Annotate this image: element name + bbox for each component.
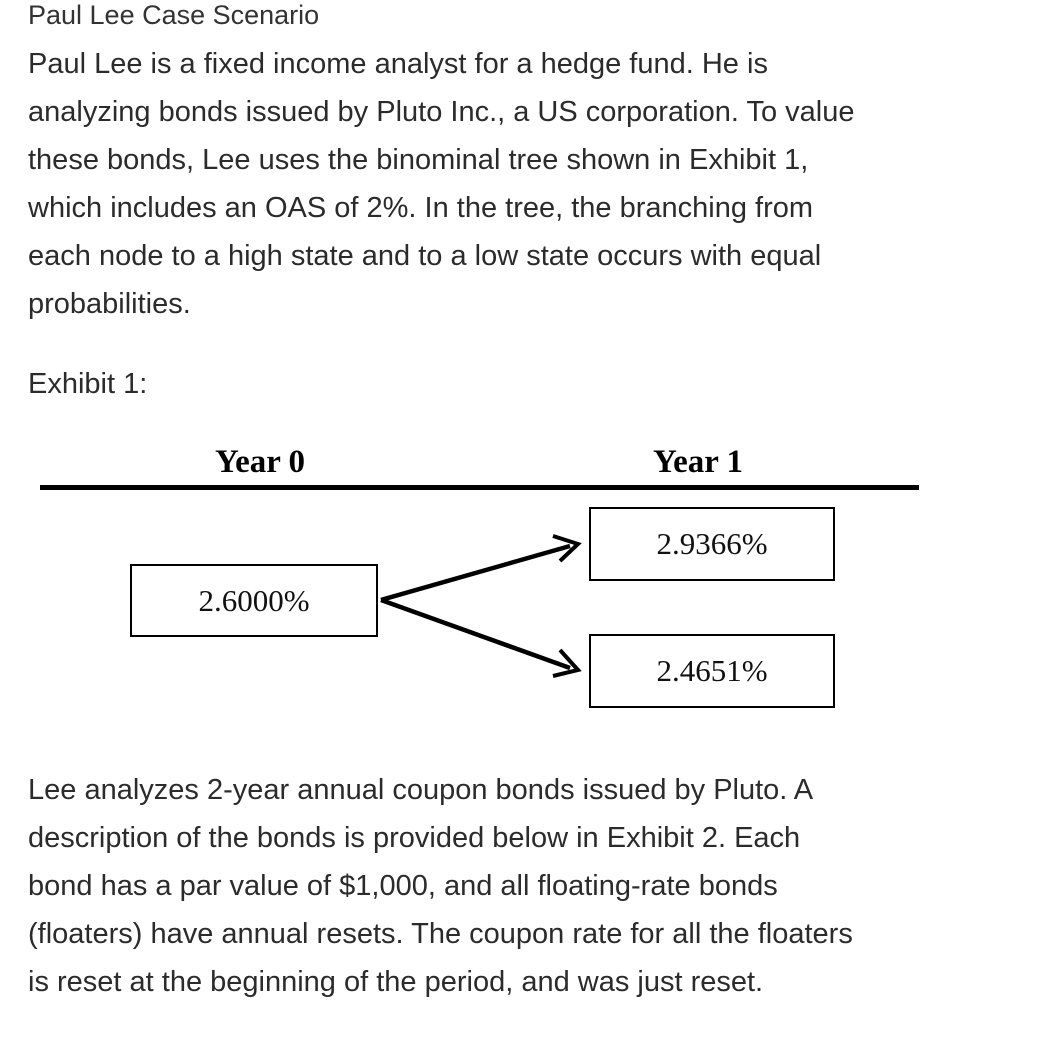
followup-paragraph — [28, 766, 853, 1006]
root-node — [130, 564, 378, 637]
page-title: Paul Lee Case Scenario — [28, 0, 320, 30]
up-rate-value: 2.9366% — [656, 526, 768, 561]
intro-line: which includes an OAS of 2%. In the tree, the branching from — [28, 192, 814, 224]
year-1-label: Year 1 — [652, 444, 744, 480]
intro-line: each node to a high state and to a low state occurs with equal — [28, 240, 822, 272]
followup-line: (floaters) have annual resets. The coupon rate for all the floaters — [28, 918, 853, 950]
followup-line: is reset at the beginning of the period, and was just reset. — [28, 966, 764, 998]
exhibit-1-label: Exhibit 1: — [28, 368, 148, 400]
intro-line: Paul Lee is a fixed income analyst for a hedge fund. He is — [28, 48, 768, 80]
year-0-label: Year 0 — [214, 444, 306, 480]
intro-line: probabilities. — [28, 288, 191, 320]
followup-line: Lee analyzes 2-year annual coupon bonds issued by Pluto. A — [28, 774, 814, 806]
down-node — [589, 634, 835, 708]
up-branch-arrow-icon — [381, 536, 578, 600]
followup-line: description of the bonds is provided below in Exhibit 2. Each — [28, 822, 801, 854]
intro-line: these bonds, Lee uses the binominal tree shown in Exhibit 1, — [28, 144, 809, 176]
followup-line: bond has a par value of $1,000, and all floating-rate bonds — [28, 870, 778, 902]
down-rate-value: 2.4651% — [656, 653, 768, 688]
up-node — [589, 507, 835, 581]
header-rule — [40, 485, 919, 490]
root-rate-value: 2.6000% — [198, 582, 310, 618]
intro-line: analyzing bonds issued by Pluto Inc., a US corporation. To value — [28, 96, 855, 128]
down-branch-arrow-icon — [381, 600, 578, 676]
